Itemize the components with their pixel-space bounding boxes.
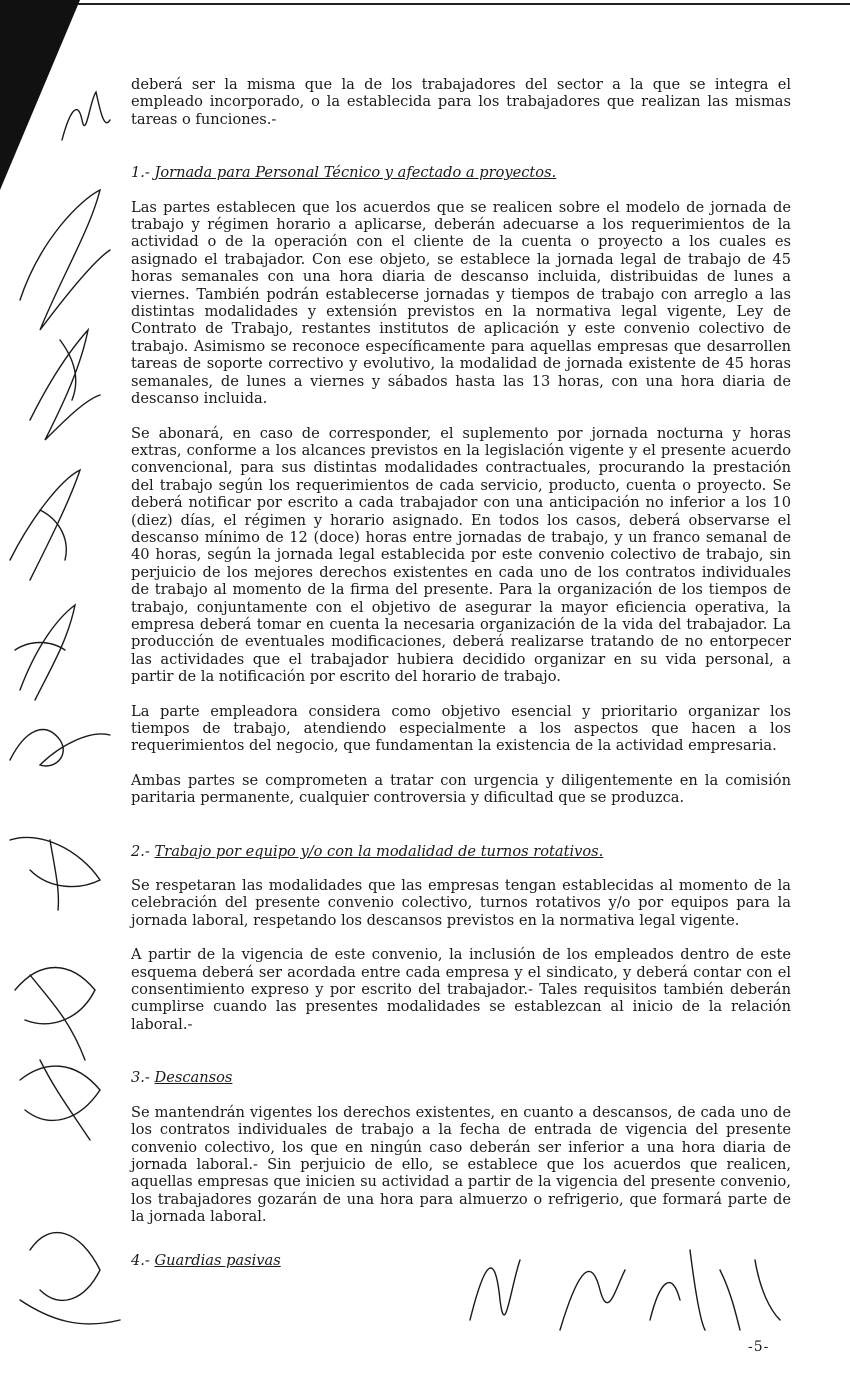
section-3-paragraph-1: Se mantendrán vigentes los derechos existentes, en cuanto a descansos, de cada uno de los contratos individuales de trabajo a la fecha de entrada de vigencia del presente convenio colectivo, los que en ningún caso deberán ser inferior a una hora diaria de jornada laboral.- Sin perjuicio de ello, se establece que los acuerdos que realicen, aquellas empresas que inicien su actividad a partir de la vigencia del presente convenio, los trabajadores gozarán de una hora para almuerzo o refrigerio, que formará parte de la jornada laboral. bbox=[131, 1103, 791, 1226]
intro-paragraph: deberá ser la misma que la de los trabajadores del sector a la que se integra el empleado incorporado, o la establecida para los trabajadores que realizan las mismas tareas o funciones.- bbox=[131, 76, 791, 128]
section-4-number: 4.- bbox=[131, 1251, 150, 1269]
section-2-paragraph-1: Se respetaran las modalidades que las empresas tengan establecidas al momento de la celebración del presente convenio colectivo, turnos rotativos y/o por equipos para la jornada laboral, respetando los descansos previstos en la normativa legal vigente. bbox=[131, 877, 791, 929]
section-1-paragraph-2: Se abonará, en caso de corresponder, el suplemento por jornada nocturna y horas extras, conforme a los alcances previstos en la legislación vigente y el presente acuerdo convencional, para sus distintas modalidades contractuales, procurando la prestación del trabajo según los requerimientos de cada servicio, producto, cuenta o proyecto. Se deberá notificar por escrito a cada trabajador con una anticipación no inferior a los 10 (diez) días, el régimen y horario asignado. En todos los casos, deberá observarse el descanso mínimo de 12 (doce) horas entre jornadas de trabajo, y un franco semanal de 40 horas, según la jornada legal establecida por este convenio colectivo de trabajo, sin perjuicio de los mejores derechos existentes en cada uno de los contratos individuales de trabajo al momento de la firma del presente. Para la organización de los tiempos de trabajo, conjuntamente con el objetivo de asegurar la mayor eficiencia operativa, la empresa deberá tomar en cuenta la necesaria organización de la vida del trabajador. La producción de eventuales modificaciones, deberá realizarse tratando de no entorpecer las actividades que el trabajador hubiera decidido organizar en su vida personal, a partir de la notificación por escrito del horario de trabajo. bbox=[131, 424, 791, 686]
section-1-title: Jornada para Personal Técnico y afectado a proyectos. bbox=[154, 164, 557, 182]
section-1-paragraph-1: Las partes establecen que los acuerdos que se realicen sobre el modelo de jornada de trabajo y régimen horario a aplicarse, deberán adecuarse a los requerimientos de la actividad o de la operación con el cliente de la cuenta o proyecto a los cuales es asignado el trabajador. Con ese objeto, se establece la jornada legal de trabajo de 45 horas semanales con una hora diaria de descanso incluida, distribuidas de lunes a viernes. También podrán establecerse jornadas y tiempos de trabajo con arreglo a las distintas modalidades y extensión previstos en la normativa legal vigente, Ley de Contrato de Trabajo, restantes institutos de aplicación y este convenio colectivo de trabajo. Asimismo se reconoce específicamente para aquellas empresas que desarrollen tareas de soporte correctivo y evolutivo, la modalidad de jornada existente de 45 horas semanales, de lunes a viernes y sábados hasta las 13 horas, con una hora diaria de descanso incluida. bbox=[131, 198, 791, 408]
section-1-paragraph-3: La parte empleadora considera como objetivo esencial y prioritario organizar los tiempos de trabajo, atendiendo especialmente a los aspectos que hacen a los requerimientos del negocio, que fundamentan la existencia de la actividad empresaria. bbox=[131, 702, 791, 755]
section-4-heading bbox=[131, 1252, 791, 1269]
section-2-paragraph-2: A partir de la vigencia de este convenio, la inclusión de los empleados dentro de este esquema deberá ser acordada entre cada empresa y el sindicato, y deberá contar con el consentimiento expreso y por escrito del trabajador.- Tales requisitos también deberán cumplirse cuando las presentes modalidades se establezcan al inicio de la relación laboral.- bbox=[131, 946, 791, 1033]
section-1-heading bbox=[131, 164, 791, 181]
section-4-title: Guardias pasivas bbox=[154, 1251, 281, 1269]
document-body bbox=[131, 76, 791, 1269]
section-2-title: Trabajo por equipo y/o con la modalidad de turnos rotativos. bbox=[154, 842, 604, 860]
page-number: -5- bbox=[748, 1339, 770, 1355]
section-3-number: 3.- bbox=[131, 1069, 150, 1087]
section-3-heading bbox=[131, 1069, 791, 1086]
section-1-paragraph-4: Ambas partes se comprometen a tratar con urgencia y diligentemente en la comisión paritaria permanente, cualquier controversia y dificultad que se produzca. bbox=[131, 771, 791, 807]
section-2-heading bbox=[131, 843, 791, 860]
section-1-number: 1.- bbox=[131, 164, 150, 182]
section-3-title: Descansos bbox=[154, 1069, 233, 1087]
section-2-number: 2.- bbox=[131, 842, 150, 860]
